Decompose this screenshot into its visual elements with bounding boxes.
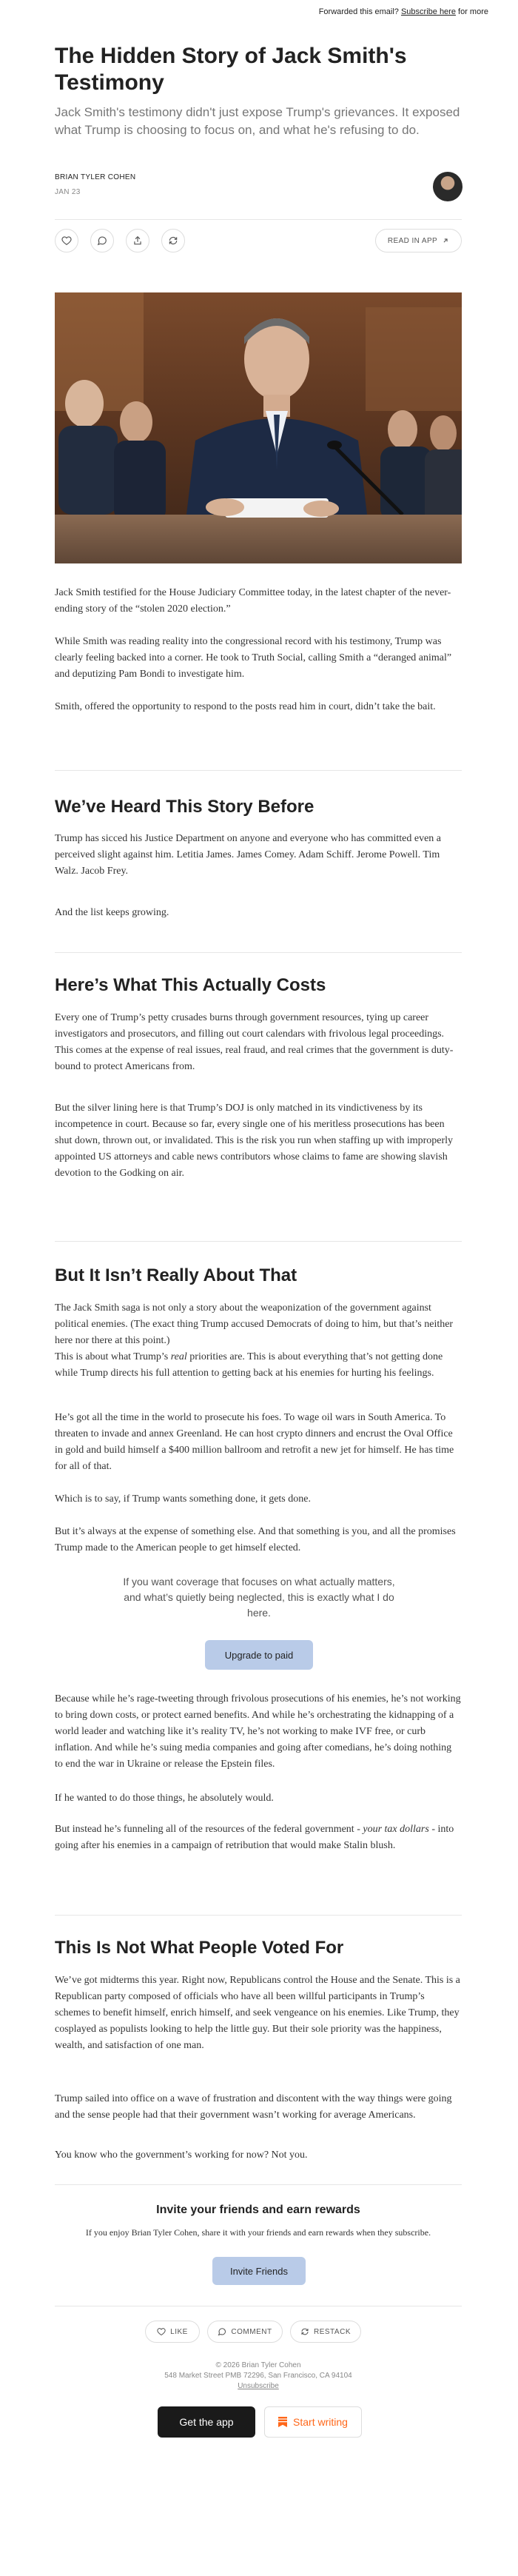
get-the-app-button[interactable] <box>158 2406 255 2438</box>
section-paragraph: And the list keeps growing. <box>55 907 169 918</box>
intro-paragraph-1: Jack Smith testified for the House Judiciary Committee today, in the latest chapter of the never-ending story of the “stolen 2020 election.” <box>55 587 451 615</box>
footer-copyright: © 2026 Brian Tyler Cohen <box>215 2361 301 2369</box>
subscribe-link[interactable]: Subscribe here <box>400 7 456 16</box>
section-paragraph: But it’s always at the expense of something else. And that something is you, and all the promises Trump made to the American people to get himself elected. <box>55 1526 456 1553</box>
intro-paragraph-3: Smith, offered the opportunity to respond to the posts read him in court, didn’t take the bait. <box>55 701 436 712</box>
for-more-text: for more <box>458 7 488 16</box>
get-the-app-label: Get the app <box>179 2416 234 2428</box>
like-action-button[interactable] <box>145 2321 200 2343</box>
comment-icon <box>97 235 107 246</box>
heart-icon <box>157 2327 166 2336</box>
section-paragraph: Trump has sicced his Justice Department on anyone and everyone who has committed even a perceived slight against him. Letitia James. James Comey. Adam Schiff. Jerome Powell. Tim Walz. Jacob Frey. <box>55 833 442 877</box>
comment-action-button[interactable] <box>207 2321 283 2343</box>
heart-icon <box>61 235 72 246</box>
start-writing-button[interactable] <box>264 2406 362 2438</box>
section-paragraph: Every one of Trump’s petty crusades burns through government resources, tying up career investigators and prosecutors, and filling out court calendars with frivolous legal proceedings. This comes at the expense of real issues, real fraud, and real crimes that the government is duty-bound to protect Americans from. <box>55 1012 454 1072</box>
section-heading: This Is Not What People Voted For <box>55 1938 344 1958</box>
restack-label: RESTACK <box>314 2327 351 2336</box>
divider <box>55 1241 462 1242</box>
invite-text: If you enjoy Brian Tyler Cohen, share it with your friends and earn rewards when they subscribe. <box>85 2227 431 2238</box>
section-paragraph: You know who the government’s working for now? Not you. <box>55 2150 308 2161</box>
restack-action-button[interactable] <box>290 2321 361 2343</box>
divider <box>55 2184 462 2185</box>
upgrade-to-paid-button[interactable]: Upgrade to paid <box>205 1640 313 1670</box>
post-subtitle: Jack Smith's testimony didn't just expose Trump's grievances. It exposed what Trump is choosing to focus on, and what he's refusing to do. <box>55 105 460 137</box>
read-in-app-button[interactable] <box>375 229 462 252</box>
unsubscribe-link[interactable]: Unsubscribe <box>238 2382 279 2390</box>
section-heading: But It Isn’t Really About That <box>55 1265 297 1285</box>
like-label: LIKE <box>170 2327 188 2336</box>
section-paragraph: He’s got all the time in the world to prosecute his foes. To wage oil wars in South America. To threaten to invade and annex Greenland. He can host crypto dinners and encrust the Oval Office in gold and build himself a $400 million ballroom and retrofit a new jet for himself. He has time for all of that. <box>55 1412 454 1472</box>
footer-address: 548 Market Street PMB 72296, San Francisco, CA 94104 <box>164 2372 352 2380</box>
read-in-app-label: READ IN APP <box>387 236 438 245</box>
divider <box>55 219 462 220</box>
divider <box>55 952 462 953</box>
upgrade-cta-text: If you want coverage that focuses on what actually matters, and what’s quietly being neglected, this is exactly what I do here. <box>123 1576 395 1619</box>
intro-paragraph-2: While Smith was reading reality into the congressional record with his testimony, Trump was clearly feeling backed into a corner. He took to Truth Social, calling Smith a “deranged animal” and deputizing Pam Bondi to investigate him. <box>55 636 452 680</box>
section-paragraph: If he wanted to do those things, he absolutely would. <box>55 1793 274 1804</box>
share-button[interactable] <box>126 229 149 252</box>
forwarded-note <box>319 7 488 16</box>
comment-label: COMMENT <box>231 2327 272 2336</box>
avatar[interactable] <box>433 172 462 201</box>
start-writing-label: Start writing <box>293 2416 348 2428</box>
section-paragraph: Which is to say, if Trump wants something done, it gets done. <box>55 1493 311 1505</box>
section-paragraph: Trump sailed into office on a wave of frustration and discontent with the way things were going and the sense people had that their government wasn’t working for average Americans. <box>55 2093 452 2121</box>
post-date: JAN 23 <box>55 188 81 196</box>
author-name[interactable]: BRIAN TYLER COHEN <box>55 173 136 181</box>
comment-button[interactable] <box>90 229 114 252</box>
invite-friends-button[interactable]: Invite Friends <box>212 2257 306 2285</box>
section-paragraph: This is about what Trump’s real priorities are. This is about everything that’s not getting done while Trump directs his full attention to getting back at his enemies for hurting his feelings. <box>55 1351 443 1379</box>
like-button[interactable] <box>55 229 78 252</box>
forwarded-text: Forwarded this email? <box>318 7 399 16</box>
invite-heading: Invite your friends and earn rewards <box>156 2204 360 2216</box>
hero-image <box>55 292 462 563</box>
restack-button[interactable] <box>161 229 185 252</box>
section-heading: Here’s What This Actually Costs <box>55 975 326 995</box>
section-heading: We’ve Heard This Story Before <box>55 797 314 817</box>
section-paragraph: The Jack Smith saga is not only a story about the weaponization of the government against political enemies. (The exact thing Trump accused Democrats of doing to him, but that’s neither here nor there at this point.) <box>55 1302 454 1346</box>
comment-icon <box>218 2327 226 2336</box>
section-paragraph: But the silver lining here is that Trump’s DOJ is only matched in its vindictiveness by its incompetence in court. Because so far, every single one of his meritless prosecutions has been shut down, thrown out, or invalidated. This is the risk you run when staffing up with improperly appointed US attorneys and cable news contributors whose claims to fame are showing slavish devotion to the Godking on air. <box>55 1103 454 1179</box>
section-paragraph: But instead he’s funneling all of the resources of the federal government - your tax dollars - into going after his enemies in a campaign of retribution that would make Stalin blush. <box>55 1824 454 1851</box>
section-paragraph: Because while he’s rage-tweeting through frivolous prosecutions of his enemies, he’s not working to bring down costs, or protect earned benefits. And while he’s orchestrating the kidnapping of a world leader and watching like it’s reality TV, he’s not working to make IVF free, or curb inflation. And while he’s suing media companies and going after comedians, he’s doing nothing to end the war in Ukraine or release the Epstein files. <box>55 1693 461 1770</box>
section-paragraph: We’ve got midterms this year. Right now, Republicans control the House and the Senate. This is a Republican party composed of officials who have all been willful participants in Trump’s schemes to benefit himself, enrich himself, and seek vengeance on his enemies. Like Trump, they cosplayed as populists looking to help the little guy. But their sole priority was the happiness, wealth, and satisfaction of one man. <box>55 1975 460 2051</box>
restack-icon <box>300 2327 309 2336</box>
restack-icon <box>168 235 178 246</box>
post-header <box>55 43 462 139</box>
divider <box>55 1915 462 1916</box>
substack-logo-icon <box>278 2417 287 2427</box>
arrow-up-right-icon <box>442 237 449 244</box>
divider <box>55 770 462 771</box>
share-icon <box>132 235 143 246</box>
post-title: The Hidden Story of Jack Smith's Testimony <box>55 44 407 95</box>
